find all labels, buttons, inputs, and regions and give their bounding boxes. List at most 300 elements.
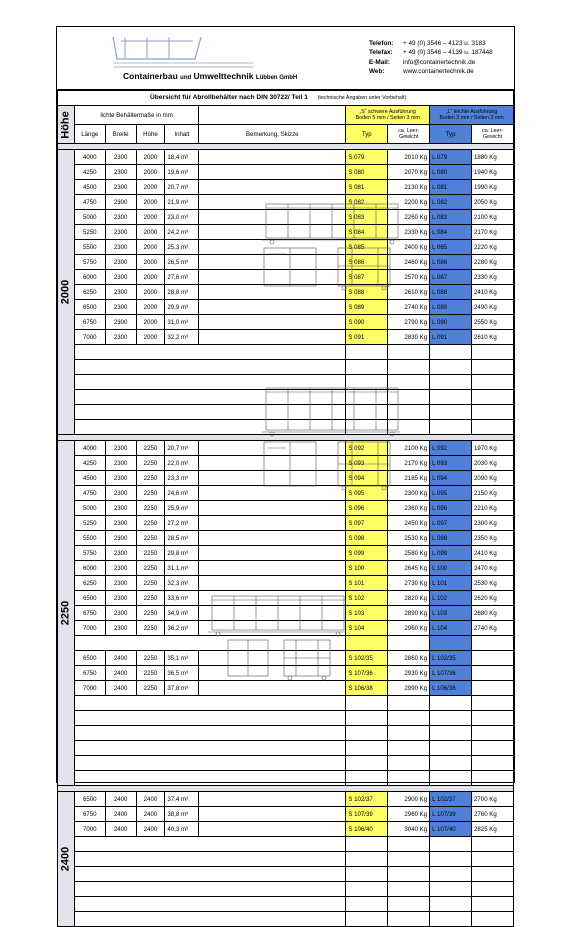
cell-typ-l: L 083 xyxy=(430,210,472,225)
web-link[interactable]: www.containertechnik.de xyxy=(403,67,474,75)
cell-gewicht-l: 2350 Kg xyxy=(472,531,514,546)
cell-hoehe: 2250 xyxy=(136,651,165,666)
empty-row xyxy=(58,897,514,912)
empty-row xyxy=(58,741,514,756)
cell-hoehe: 2250 xyxy=(136,576,165,591)
l-header: „L“ leichte Ausführung Boden 3 mm / Seiten 3 mm xyxy=(430,106,514,125)
col-laenge: Länge xyxy=(74,125,105,144)
cell-laenge: 4750 xyxy=(74,486,105,501)
cell-hoehe: 2250 xyxy=(136,471,165,486)
cell-typ-s: S 091 xyxy=(346,330,388,345)
cell-gewicht-s: 2930 Kg xyxy=(388,666,430,681)
cell-laenge: 4750 xyxy=(74,195,105,210)
cell-inhalt: 25,9 m³ xyxy=(165,501,199,516)
cell-gewicht-l: 2740 Kg xyxy=(472,621,514,636)
cell-gewicht-l: 2220 Kg xyxy=(472,240,514,255)
cell-hoehe: 2000 xyxy=(136,330,165,345)
cell-inhalt: 31,0 m³ xyxy=(165,315,199,330)
cell-gewicht-s: 2070 Kg xyxy=(388,165,430,180)
cell-inhalt: 18,4 m³ xyxy=(165,150,199,165)
cell-hoehe: 2000 xyxy=(136,285,165,300)
email-link[interactable]: info@containertechnik.de xyxy=(403,58,476,66)
table-row xyxy=(58,501,514,516)
empty-row xyxy=(58,345,514,360)
group-height-label: 2250 xyxy=(58,441,75,786)
cell-typ-s: S 100 xyxy=(346,561,388,576)
cell-gewicht-s: 2170 Kg xyxy=(388,456,430,471)
cell-hoehe: 2000 xyxy=(136,270,165,285)
cell-laenge: 6000 xyxy=(74,270,105,285)
cell-gewicht-s: 2580 Kg xyxy=(388,546,430,561)
lichte-header: lichte Behältermaße in mm xyxy=(74,106,198,125)
cell-laenge: 6750 xyxy=(74,315,105,330)
cell-laenge: 5500 xyxy=(74,240,105,255)
cell-typ-s: S 081 xyxy=(346,180,388,195)
cell-gewicht-s: 2300 Kg xyxy=(388,486,430,501)
cell-breite: 2300 xyxy=(105,330,136,345)
cell-laenge: 6750 xyxy=(74,807,105,822)
table-title: Übersicht für Abrollbehälter nach DIN 30722/ Teil 1 xyxy=(150,94,308,101)
cell-typ-l: L 091 xyxy=(430,330,472,345)
cell-inhalt: 32,3 m³ xyxy=(165,576,199,591)
cell-typ-s: S 090 xyxy=(346,315,388,330)
cell-gewicht-l: 2330 Kg xyxy=(472,270,514,285)
cell-typ-s: S 104 xyxy=(346,621,388,636)
cell-gewicht-l: 2280 Kg xyxy=(472,255,514,270)
cell-typ-l: L 101 xyxy=(430,576,472,591)
cell-laenge: 7000 xyxy=(74,681,105,696)
cell-inhalt: 31,1 m³ xyxy=(165,561,199,576)
cell-inhalt: 37,8 m³ xyxy=(165,681,199,696)
cell-typ-l: L 094 xyxy=(430,471,472,486)
cell-gewicht-s: 2830 Kg xyxy=(388,330,430,345)
col-hoehe: Höhe xyxy=(136,125,165,144)
cell-breite: 2300 xyxy=(105,255,136,270)
cell-typ-s: S 089 xyxy=(346,300,388,315)
cell-breite: 2300 xyxy=(105,240,136,255)
cell-inhalt: 26,5 m³ xyxy=(165,255,199,270)
cell-laenge: 6500 xyxy=(74,300,105,315)
cell-typ-l: L 090 xyxy=(430,315,472,330)
empty-row xyxy=(58,882,514,897)
cell-gewicht-l: 2610 Kg xyxy=(472,330,514,345)
cell-bemerkung xyxy=(199,822,346,837)
table-row xyxy=(58,330,514,345)
cell-typ-l: L 092 xyxy=(430,441,472,456)
cell-typ-s: S 107/36 xyxy=(346,666,388,681)
cell-gewicht-l: 2100 Kg xyxy=(472,210,514,225)
cell-typ-s: S 097 xyxy=(346,516,388,531)
cell-breite: 2400 xyxy=(105,651,136,666)
cell-gewicht-s: 2790 Kg xyxy=(388,315,430,330)
cell-gewicht-l: 1970 Kg xyxy=(472,441,514,456)
cell-breite: 2300 xyxy=(105,456,136,471)
cell-laenge: 6500 xyxy=(74,651,105,666)
cell-inhalt: 23,3 m³ xyxy=(165,471,199,486)
cell-bemerkung xyxy=(199,576,346,591)
cell-hoehe: 2250 xyxy=(136,666,165,681)
title-cell xyxy=(58,91,514,106)
cell-gewicht-l: 1990 Kg xyxy=(472,180,514,195)
cell-inhalt: 32,2 m³ xyxy=(165,330,199,345)
cell-gewicht-s: 2010 Kg xyxy=(388,150,430,165)
cell-laenge: 5250 xyxy=(74,225,105,240)
cell-breite: 2300 xyxy=(105,180,136,195)
cell-breite: 2400 xyxy=(105,681,136,696)
cell-gewicht-l xyxy=(472,681,514,696)
cell-hoehe: 2000 xyxy=(136,195,165,210)
col-typ-l: Typ xyxy=(430,125,472,144)
cell-bemerkung xyxy=(199,150,346,165)
cell-typ-s: S 102/37 xyxy=(346,792,388,807)
header-row-2 xyxy=(58,125,514,144)
cell-inhalt: 28,5 m³ xyxy=(165,531,199,546)
cell-breite: 2300 xyxy=(105,531,136,546)
cell-hoehe: 2400 xyxy=(136,792,165,807)
cell-hoehe: 2000 xyxy=(136,210,165,225)
cell-gewicht-s: 2860 Kg xyxy=(388,651,430,666)
company-logo xyxy=(103,33,253,71)
cell-inhalt: 36,5 m³ xyxy=(165,666,199,681)
cell-gewicht-l: 2530 Kg xyxy=(472,576,514,591)
cell-typ-l: L 093 xyxy=(430,456,472,471)
table-row xyxy=(58,576,514,591)
cell-gewicht-s: 2890 Kg xyxy=(388,606,430,621)
cell-bemerkung xyxy=(199,792,346,807)
cell-inhalt: 19,6 m³ xyxy=(165,165,199,180)
cell-typ-s: S 084 xyxy=(346,225,388,240)
cell-gewicht-s: 2100 Kg xyxy=(388,441,430,456)
cell-laenge: 6250 xyxy=(74,576,105,591)
cell-laenge: 5500 xyxy=(74,531,105,546)
cell-typ-s: S 080 xyxy=(346,165,388,180)
cell-breite: 2300 xyxy=(105,546,136,561)
cell-gewicht-l: 2050 Kg xyxy=(472,195,514,210)
cell-breite: 2400 xyxy=(105,666,136,681)
table-row xyxy=(58,531,514,546)
cell-typ-s: S 079 xyxy=(346,150,388,165)
cell-gewicht-l: 2490 Kg xyxy=(472,300,514,315)
cell-gewicht-s: 2200 Kg xyxy=(388,195,430,210)
cell-typ-l: L 080 xyxy=(430,165,472,180)
cell-typ-l: L 086 xyxy=(430,255,472,270)
cell-typ-s: S 087 xyxy=(346,270,388,285)
cell-inhalt: 27,6 m³ xyxy=(165,270,199,285)
cell-hoehe: 2000 xyxy=(136,300,165,315)
cell-typ-l: L 100 xyxy=(430,561,472,576)
col-leer-s: ca. Leer- Gewicht xyxy=(388,125,430,144)
cell-laenge: 6750 xyxy=(74,666,105,681)
cell-breite: 2300 xyxy=(105,165,136,180)
cell-gewicht-s: 2900 Kg xyxy=(388,792,430,807)
cell-bemerkung xyxy=(199,501,346,516)
cell-typ-s: S 094 xyxy=(346,471,388,486)
cell-typ-s: S 082 xyxy=(346,195,388,210)
cell-hoehe: 2250 xyxy=(136,486,165,501)
cell-typ-s: S 099 xyxy=(346,546,388,561)
cell-breite: 2300 xyxy=(105,150,136,165)
cell-typ-s: S 101 xyxy=(346,576,388,591)
cell-gewicht-l: 2210 Kg xyxy=(472,501,514,516)
cell-gewicht-l: 2300 Kg xyxy=(472,516,514,531)
table-row xyxy=(58,792,514,807)
cell-laenge: 6250 xyxy=(74,285,105,300)
cell-typ-s: S 098 xyxy=(346,531,388,546)
cell-gewicht-s: 2990 Kg xyxy=(388,681,430,696)
cell-gewicht-s: 2960 Kg xyxy=(388,621,430,636)
cell-hoehe: 2000 xyxy=(136,315,165,330)
cell-typ-s: S 086 xyxy=(346,255,388,270)
cell-laenge: 6500 xyxy=(74,591,105,606)
cell-inhalt: 38,8 m³ xyxy=(165,807,199,822)
cell-typ-l: L 095 xyxy=(430,486,472,501)
cell-hoehe: 2000 xyxy=(136,180,165,195)
cell-typ-s: S 083 xyxy=(346,210,388,225)
group-height-label: 2400 xyxy=(58,792,75,927)
cell-inhalt: 24,2 m³ xyxy=(165,225,199,240)
cell-gewicht-s: 2740 Kg xyxy=(388,300,430,315)
cell-typ-l: L 106/38 xyxy=(430,681,472,696)
cell-typ-s: S 085 xyxy=(346,240,388,255)
cell-breite: 2300 xyxy=(105,501,136,516)
cell-bemerkung xyxy=(199,561,346,576)
cell-gewicht-l: 2620 Kg xyxy=(472,591,514,606)
cell-typ-l: L 081 xyxy=(430,180,472,195)
cell-breite: 2300 xyxy=(105,576,136,591)
cell-laenge: 7000 xyxy=(74,330,105,345)
cell-typ-s: S 102/35 xyxy=(346,651,388,666)
cell-breite: 2400 xyxy=(105,792,136,807)
cell-typ-l: L 107/36 xyxy=(430,666,472,681)
col-breite: Breite xyxy=(105,125,136,144)
table-row xyxy=(58,300,514,315)
cell-hoehe: 2250 xyxy=(136,501,165,516)
cell-typ-s: S 106/40 xyxy=(346,822,388,837)
cell-gewicht-l: 2470 Kg xyxy=(472,561,514,576)
col-inhalt: Inhalt xyxy=(165,125,199,144)
cell-typ-l: L 107/40 xyxy=(430,822,472,837)
cell-hoehe: 2250 xyxy=(136,516,165,531)
letterhead xyxy=(57,27,514,90)
cell-breite: 2300 xyxy=(105,561,136,576)
cell-gewicht-s: 2400 Kg xyxy=(388,240,430,255)
cell-gewicht-l: 1940 Kg xyxy=(472,165,514,180)
cell-laenge: 7000 xyxy=(74,621,105,636)
cell-gewicht-l: 2410 Kg xyxy=(472,285,514,300)
table-note: (technische Angaben unter Vorbehalt) xyxy=(317,95,407,101)
cell-typ-l: L 088 xyxy=(430,285,472,300)
container-sketch-2250 xyxy=(262,380,402,496)
cell-typ-l: L 102/37 xyxy=(430,792,472,807)
cell-typ-s: S 092 xyxy=(346,441,388,456)
cell-typ-l: L 082 xyxy=(430,195,472,210)
cell-gewicht-s: 2450 Kg xyxy=(388,516,430,531)
cell-hoehe: 2250 xyxy=(136,441,165,456)
s-header: „S“ schwere Ausführung Boden 5 mm / Seiten 3 mm xyxy=(346,106,430,125)
cell-inhalt: 35,1 m³ xyxy=(165,651,199,666)
cell-hoehe: 2000 xyxy=(136,150,165,165)
cell-typ-l: L 102/35 xyxy=(430,651,472,666)
cell-hoehe: 2000 xyxy=(136,240,165,255)
cell-hoehe: 2250 xyxy=(136,681,165,696)
cell-breite: 2400 xyxy=(105,822,136,837)
cell-breite: 2300 xyxy=(105,606,136,621)
cell-breite: 2300 xyxy=(105,225,136,240)
cell-gewicht-l: 2030 Kg xyxy=(472,456,514,471)
cell-breite: 2300 xyxy=(105,441,136,456)
cell-gewicht-l xyxy=(472,666,514,681)
cell-breite: 2300 xyxy=(105,591,136,606)
cell-laenge: 4000 xyxy=(74,441,105,456)
cell-gewicht-s: 2130 Kg xyxy=(388,180,430,195)
cell-gewicht-l: 2760 Kg xyxy=(472,807,514,822)
cell-hoehe: 2250 xyxy=(136,456,165,471)
cell-gewicht-l: 1880 Kg xyxy=(472,150,514,165)
cell-typ-s: S 107/39 xyxy=(346,807,388,822)
cell-laenge: 5250 xyxy=(74,516,105,531)
table-row xyxy=(58,546,514,561)
table-row xyxy=(58,807,514,822)
cell-typ-l: L 098 xyxy=(430,531,472,546)
cell-inhalt: 23,0 m³ xyxy=(165,210,199,225)
col-bemerkung: Bemerkung, Skizze xyxy=(199,125,346,144)
empty-row xyxy=(58,360,514,375)
cell-inhalt: 27,2 m³ xyxy=(165,516,199,531)
table-row xyxy=(58,516,514,531)
cell-inhalt: 25,3 m³ xyxy=(165,240,199,255)
cell-typ-l: L 102 xyxy=(430,591,472,606)
cell-typ-l: L 097 xyxy=(430,516,472,531)
cell-typ-s: S 095 xyxy=(346,486,388,501)
empty-row xyxy=(58,852,514,867)
table-row xyxy=(58,561,514,576)
cell-inhalt: 22,0 m³ xyxy=(165,456,199,471)
hoehe-header: Höhe xyxy=(58,106,75,144)
cell-typ-l: L 079 xyxy=(430,150,472,165)
title-row xyxy=(58,91,514,106)
cell-hoehe: 2000 xyxy=(136,255,165,270)
cell-laenge: 6750 xyxy=(74,606,105,621)
cell-typ-s: S 103 xyxy=(346,606,388,621)
cell-gewicht-l: 2170 Kg xyxy=(472,225,514,240)
cell-typ-s: S 106/38 xyxy=(346,681,388,696)
cell-typ-s: S 096 xyxy=(346,501,388,516)
cell-inhalt: 21,9 m³ xyxy=(165,195,199,210)
cell-gewicht-l: 2410 Kg xyxy=(472,546,514,561)
cell-inhalt: 36,2 m³ xyxy=(165,621,199,636)
cell-breite: 2300 xyxy=(105,315,136,330)
container-sketch-2000 xyxy=(262,192,402,294)
cell-typ-s: S 093 xyxy=(346,456,388,471)
cell-hoehe: 2250 xyxy=(136,591,165,606)
cell-typ-l: L 084 xyxy=(430,225,472,240)
cell-gewicht-s: 3040 Kg xyxy=(388,822,430,837)
table-row xyxy=(58,822,514,837)
cell-inhalt: 34,9 m³ xyxy=(165,606,199,621)
cell-hoehe: 2000 xyxy=(136,165,165,180)
cell-laenge: 5750 xyxy=(74,546,105,561)
cell-gewicht-s: 2820 Kg xyxy=(388,591,430,606)
cell-bemerkung xyxy=(199,165,346,180)
cell-typ-s: S 102 xyxy=(346,591,388,606)
cell-laenge: 4250 xyxy=(74,165,105,180)
company-name: Containerbau und Umwelttechnik Lübben GmbH xyxy=(123,71,298,81)
cell-gewicht-l: 2680 Kg xyxy=(472,606,514,621)
cell-bemerkung xyxy=(199,546,346,561)
cell-gewicht-l xyxy=(472,651,514,666)
col-leer-l: ca. Leer- Gewicht xyxy=(472,125,514,144)
cell-breite: 2300 xyxy=(105,471,136,486)
cell-inhalt: 29,8 m³ xyxy=(165,546,199,561)
cell-breite: 2300 xyxy=(105,285,136,300)
table-row xyxy=(58,165,514,180)
cell-typ-s: S 088 xyxy=(346,285,388,300)
cell-laenge: 5000 xyxy=(74,501,105,516)
empty-row xyxy=(58,726,514,741)
cell-hoehe: 2250 xyxy=(136,606,165,621)
col-typ-s: Typ xyxy=(346,125,388,144)
cell-gewicht-s: 2330 Kg xyxy=(388,225,430,240)
cell-laenge: 6500 xyxy=(74,792,105,807)
cell-laenge: 4250 xyxy=(74,456,105,471)
cell-gewicht-s: 2460 Kg xyxy=(388,255,430,270)
cell-hoehe: 2250 xyxy=(136,621,165,636)
cell-inhalt: 33,6 m³ xyxy=(165,591,199,606)
cell-bemerkung xyxy=(199,300,346,315)
empty-row xyxy=(58,771,514,786)
cell-hoehe: 2250 xyxy=(136,546,165,561)
cell-typ-l: L 099 xyxy=(430,546,472,561)
cell-breite: 2300 xyxy=(105,516,136,531)
cell-inhalt: 20,7 m³ xyxy=(165,180,199,195)
cell-hoehe: 2400 xyxy=(136,822,165,837)
cell-typ-l: L 104 xyxy=(430,621,472,636)
cell-gewicht-s: 2360 Kg xyxy=(388,501,430,516)
contact-block: Telefon: + 49 (0) 3546 – 4123 u. 3183 Telefax: + 49 (0) 3546 – 4139 u. 187448 E-Mail: info@containertechnik.de Web: www.containertechnik.de xyxy=(369,40,493,75)
cell-bemerkung xyxy=(199,516,346,531)
cell-inhalt: 29,9 m³ xyxy=(165,300,199,315)
cell-hoehe: 2250 xyxy=(136,531,165,546)
cell-typ-l: L 085 xyxy=(430,240,472,255)
cell-breite: 2300 xyxy=(105,270,136,285)
cell-bemerkung xyxy=(199,330,346,345)
cell-gewicht-s: 2260 Kg xyxy=(388,210,430,225)
group-height-label: 2000 xyxy=(58,150,75,435)
cell-typ-l: L 107/39 xyxy=(430,807,472,822)
cell-typ-l: L 089 xyxy=(430,300,472,315)
cell-typ-l: L 096 xyxy=(430,501,472,516)
empty-row xyxy=(58,867,514,882)
cell-inhalt: 28,8 m³ xyxy=(165,285,199,300)
cell-inhalt: 24,6 m³ xyxy=(165,486,199,501)
cell-gewicht-s: 2730 Kg xyxy=(388,576,430,591)
cell-breite: 2300 xyxy=(105,486,136,501)
container-sketch-2400 xyxy=(208,590,348,686)
cell-breite: 2400 xyxy=(105,807,136,822)
cell-bemerkung xyxy=(199,315,346,330)
cell-hoehe: 2400 xyxy=(136,807,165,822)
cell-breite: 2300 xyxy=(105,210,136,225)
cell-gewicht-s: 2570 Kg xyxy=(388,270,430,285)
empty-row xyxy=(58,837,514,852)
cell-gewicht-l: 2825 Kg xyxy=(472,822,514,837)
cell-laenge: 6000 xyxy=(74,561,105,576)
empty-row xyxy=(58,711,514,726)
cell-laenge: 4500 xyxy=(74,471,105,486)
cell-gewicht-s: 2530 Kg xyxy=(388,531,430,546)
cell-gewicht-l: 2550 Kg xyxy=(472,315,514,330)
cell-laenge: 4000 xyxy=(74,150,105,165)
